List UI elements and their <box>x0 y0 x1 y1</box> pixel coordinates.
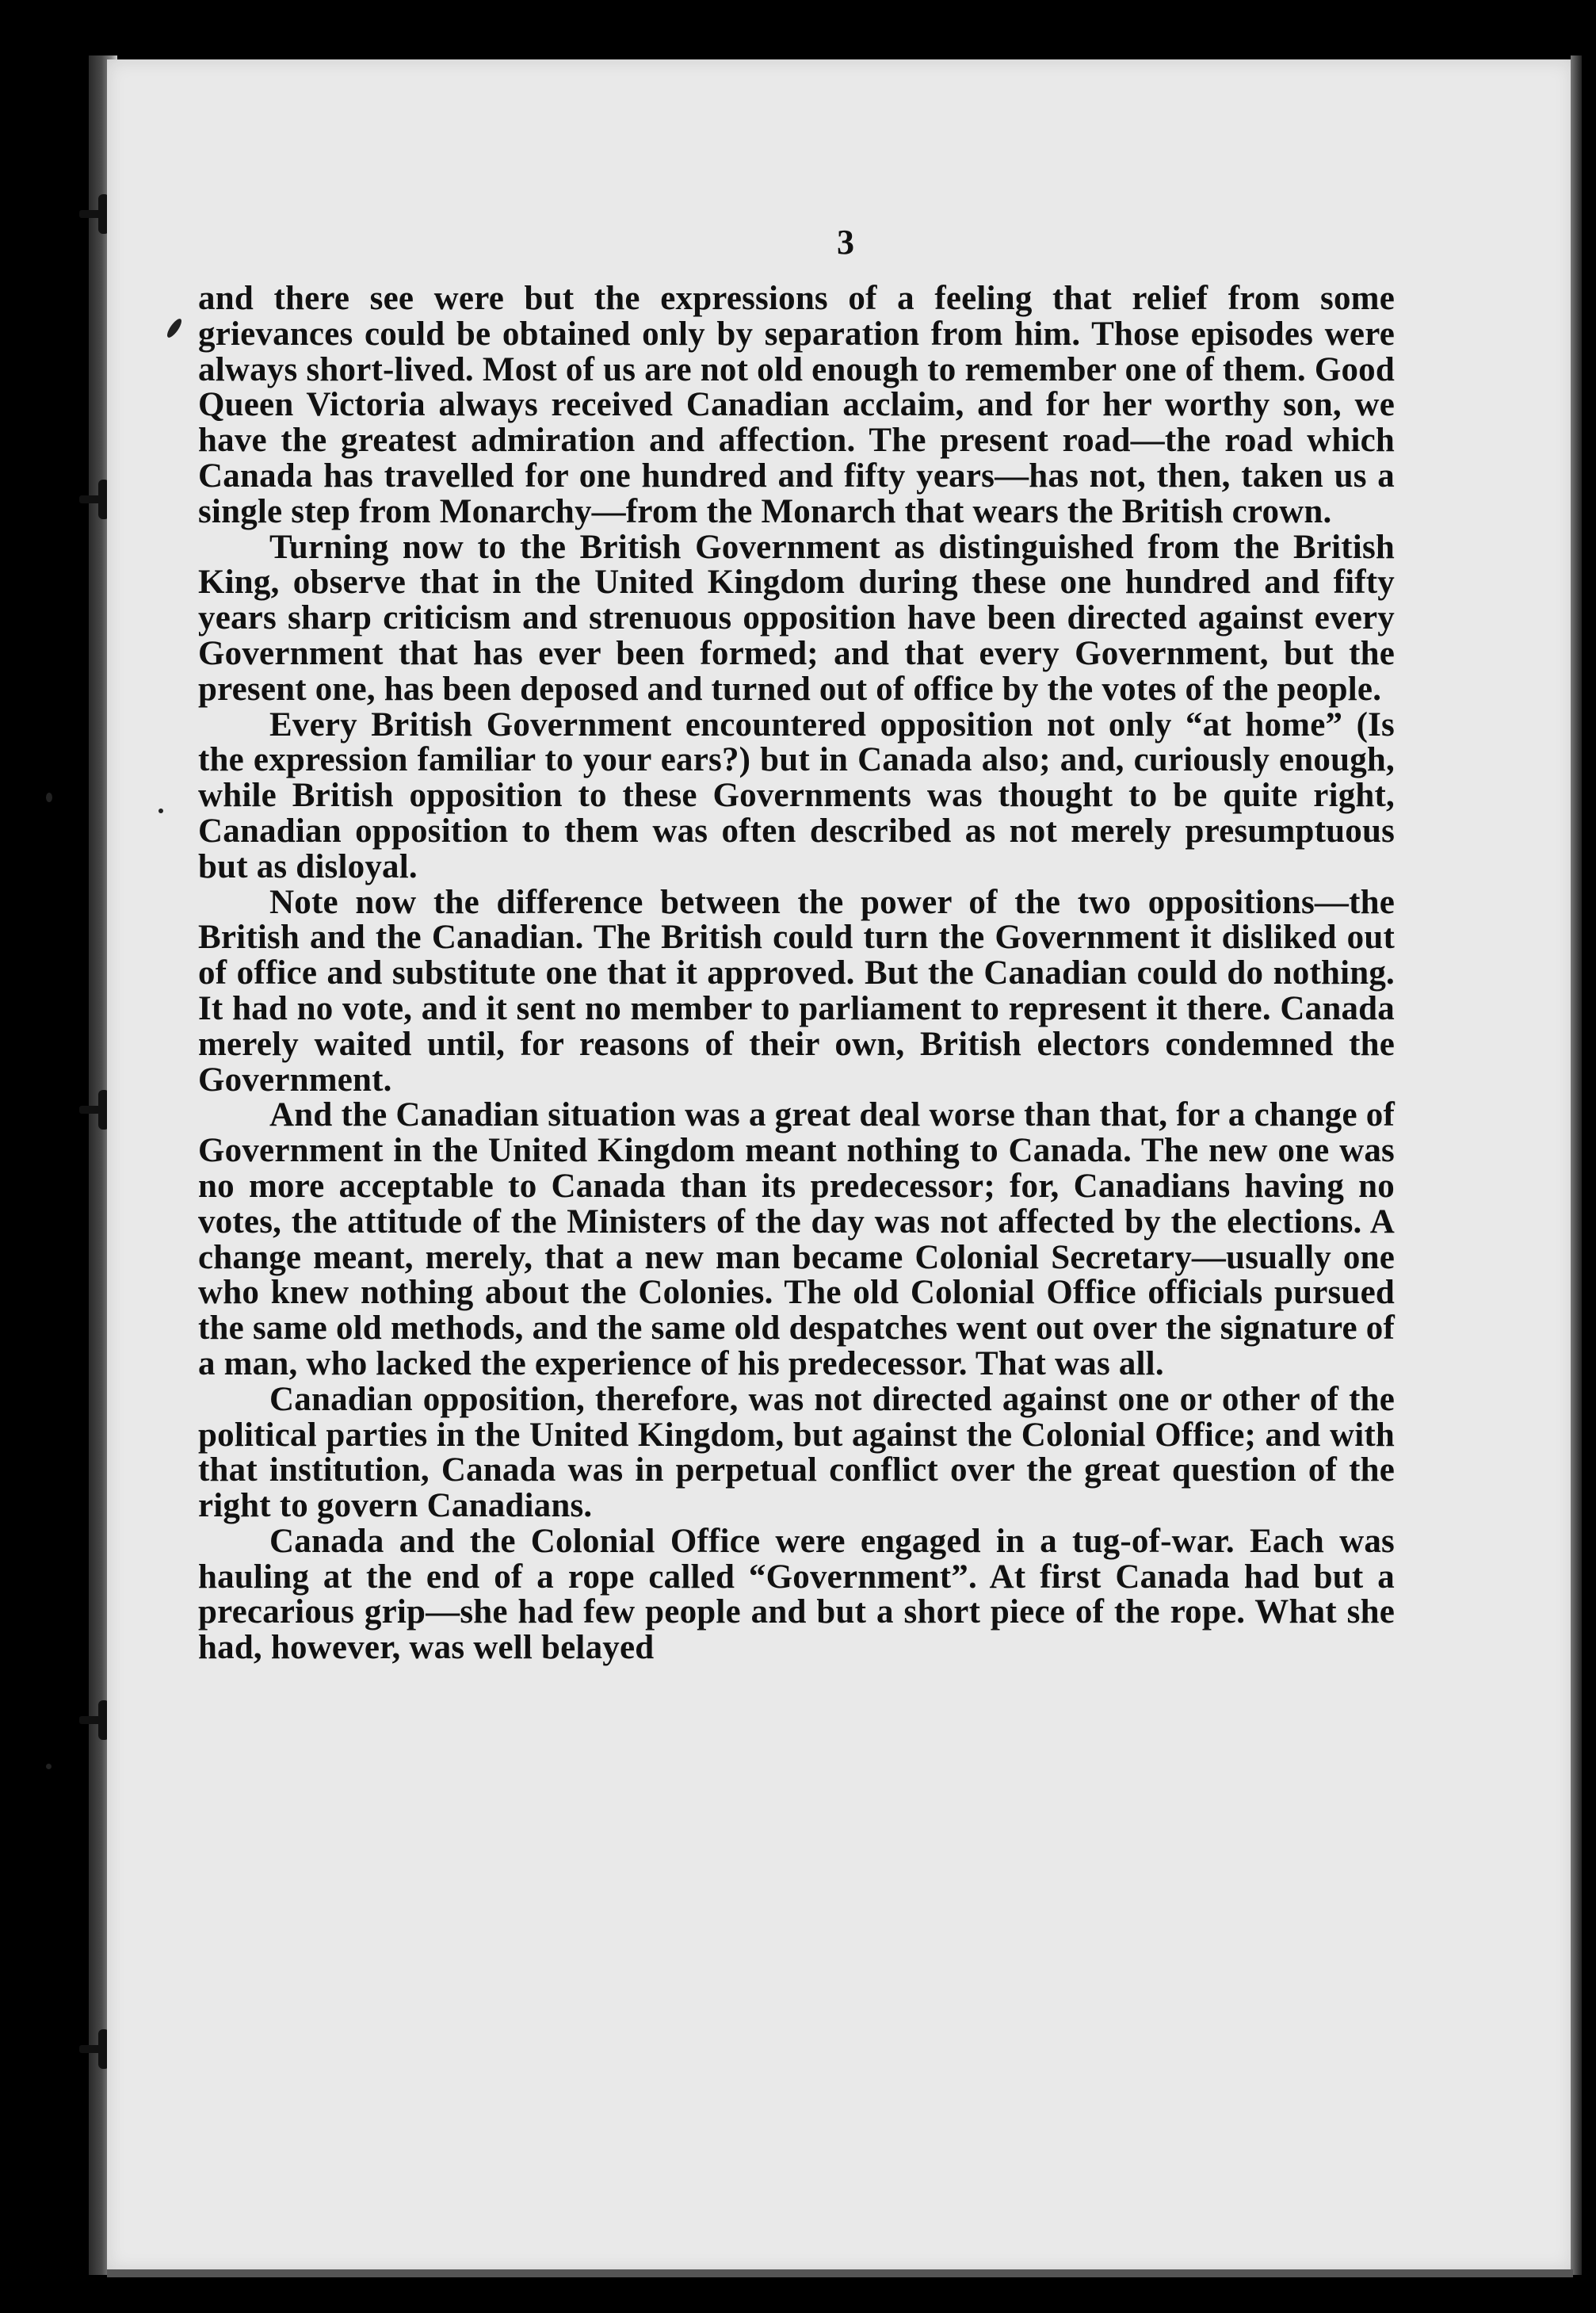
paragraph: and there see were but the expressions of a feeling that relief from some grievances could be obtained only by separation from him. Those episodes were always short-lived. Most of us are not old enough to remember one of them. Good Queen Victoria always received Canadian acclaim, and for her worthy son, we have the greatest admiration and affection. The present road—the road which Canada has travelled for one hundred and fifty years—has not, then, taken us a single step from Monarchy—from the Monarch that wears the British crown. <box>198 280 1395 530</box>
paragraph: Turning now to the British Government as distinguished from the British King, observe that in the United Kingdom during these one hundred and fifty years sharp criticism and strenuous opposition have been directed against every Government that has ever been formed; and that every Government, but the present one, has been deposed and turned out of office by the votes of the people. <box>198 528 1395 708</box>
paragraph: Canadian opposition, therefore, was not directed against one or other of the political parties in the United Kingdom, but against the Colonial Office; and with that institution, Canada was in perpetual conflict over the great question of the right to govern Canadians. <box>198 1380 1395 1525</box>
page-right-edge <box>1571 55 1582 2275</box>
paragraph: And the Canadian situation was a great deal worse than that, for a change of Government in the United Kingdom meant nothing to Canada. The new one was no more acceptable to Canada than its predecessor; for, Canadians having no votes, the attitude of the Ministers of the day was not affected by the elections. A change meant, merely, that a new man became Colonial Secretary—usually one who knew nothing about the Colonies. The old Colonial Office officials pursued the same old methods, and the same old despatches went out over the signature of a man, who lacked the experience of his predecessor. That was all. <box>198 1096 1395 1382</box>
paragraph: Canada and the Colonial Office were engaged in a tug-of-war. Each was hauling at the end of a rope called “Government”. At first Canada had but a precarious grip—she had few people and but a short piece of the rope. What she had, however, was well belayed <box>198 1522 1395 1667</box>
paragraph: Note now the difference between the power of the two oppositions—the British and the Canadian. The British could turn the Government it disliked out of office and substitute one that it approved. But the Canadian could do nothing. It had no vote, and it sent no member to parliament to represent it there. Canada merely waited until, for reasons of their own, British electors condemned the Government. <box>198 883 1395 1099</box>
paragraph: Every British Government encountered opposition not only “at home” (Is the expression familiar to your ears?) but in Canada also; and, curiously enough, while British opposition to these Governments was thought to be quite right, Canadian opposition to them was often described as not merely presumptuous but as disloyal. <box>198 705 1395 885</box>
page-number: 3 <box>837 223 854 262</box>
body-text <box>198 281 1395 1666</box>
page-bottom-edge <box>107 2269 1573 2277</box>
scan-speck <box>46 793 52 802</box>
scan-speck <box>158 809 163 813</box>
scan-speck <box>46 1764 52 1769</box>
